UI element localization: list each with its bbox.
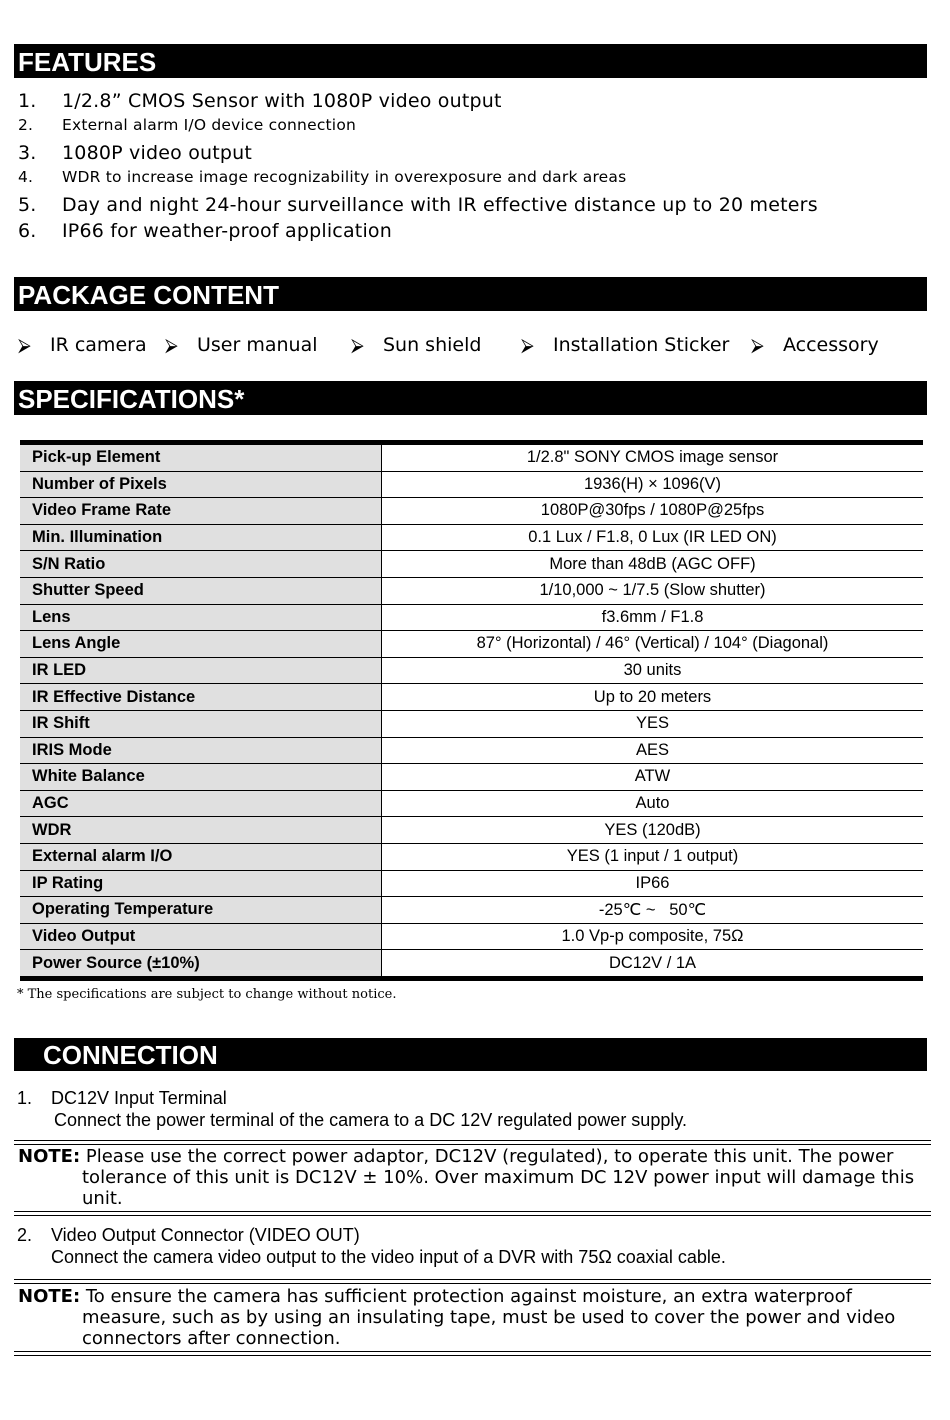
connection-item: 2. Video Output Connector (VIDEO OUT) Connect the camera video output to the video input of a DVR with 75Ω coaxial cable.	[17, 1225, 726, 1267]
table-row: AGC Auto	[20, 790, 923, 817]
table-row: IRIS Mode AES	[20, 737, 923, 764]
package-item: ⮚ Installation Sticker	[521, 334, 730, 356]
divider	[14, 1351, 931, 1356]
table-row: Number of Pixels 1936(H) × 1096(V)	[20, 471, 923, 498]
arrow-bullet-icon: ⮚	[751, 335, 764, 356]
note-block: NOTE: Please use the correct power adaptor, DC12V (regulated), to operate this unit. The power tolerance of this unit is DC12V ± 10%. Over maximum DC 12V power input will damage this unit.	[18, 1146, 915, 1209]
note-block: NOTE: To ensure the camera has sufficient protection against moisture, an extra waterproof measure, such as by using an insulating tape, must be used to cover the power and video connectors after connection.	[18, 1286, 896, 1349]
features-title: FEATURES	[18, 47, 157, 77]
table-row: IR LED 30 units	[20, 657, 923, 684]
specifications-title: SPECIFICATIONS*	[18, 384, 245, 414]
features-list	[18, 90, 818, 246]
arrow-bullet-icon: ⮚	[521, 335, 534, 356]
divider	[14, 1140, 931, 1145]
divider	[14, 1279, 931, 1284]
table-row: Lens f3.6mm / F1.8	[20, 604, 923, 631]
feature-item: 2. External alarm I/O device connection	[18, 116, 357, 134]
note-label: NOTE:	[18, 1146, 81, 1167]
connection-item-title: DC12V Input Terminal	[51, 1088, 227, 1108]
divider	[14, 1211, 931, 1216]
arrow-bullet-icon: ⮚	[351, 335, 364, 356]
table-row: Min. Illumination 0.1 Lux / F1.8, 0 Lux (IR LED ON)	[20, 524, 923, 551]
table-row: Pick-up Element 1/2.8" SONY CMOS image sensor	[20, 443, 923, 472]
connection-item-desc: Connect the camera video output to the video input of a DVR with 75Ω coaxial cable.	[51, 1247, 726, 1267]
features-heading	[14, 44, 927, 78]
connection-title: CONNECTION	[43, 1040, 218, 1070]
package-item: ⮚ Sun shield	[351, 334, 482, 356]
feature-item: 5. Day and night 24-hour surveillance with IR effective distance up to 20 meters	[18, 194, 818, 216]
package-item: ⮚ Accessory	[751, 334, 879, 356]
feature-item: 4. WDR to increase image recognizability in overexposure and dark areas	[18, 168, 627, 186]
note-label: NOTE:	[18, 1286, 81, 1307]
table-row: Operating Temperature -25℃ ~ 50℃	[20, 897, 923, 924]
specifications-footnote: * The specifications are subject to change without notice.	[17, 987, 397, 1002]
arrow-bullet-icon: ⮚	[18, 335, 31, 356]
table-row: Shutter Speed 1/10,000 ~ 1/7.5 (Slow shutter)	[20, 577, 923, 604]
package-item: ⮚ User manual	[165, 334, 318, 356]
package-heading	[14, 277, 927, 311]
table-row: S/N Ratio More than 48dB (AGC OFF)	[20, 551, 923, 578]
connection-item-desc: Connect the power terminal of the camera to a DC 12V regulated power supply.	[54, 1110, 688, 1130]
package-item: ⮚ IR camera	[18, 334, 147, 356]
table-row: IP Rating IP66	[20, 870, 923, 897]
feature-item: 3. 1080P video output	[18, 142, 253, 164]
table-row: Power Source (±10%) DC12V / 1A	[20, 950, 923, 979]
specifications-heading	[14, 381, 927, 415]
feature-item: 6. IP66 for weather-proof application	[18, 220, 392, 242]
specifications-table	[20, 440, 923, 981]
table-row: External alarm I/O YES (1 input / 1 output)	[20, 843, 923, 870]
table-row: Lens Angle 87° (Horizontal) / 46° (Vertical) / 104° (Diagonal)	[20, 631, 923, 658]
arrow-bullet-icon: ⮚	[165, 335, 178, 356]
table-row: IR Shift YES	[20, 710, 923, 737]
table-row: Video Frame Rate 1080P@30fps / 1080P@25fps	[20, 498, 923, 525]
connection-heading	[14, 1038, 927, 1071]
connection-item-title: Video Output Connector (VIDEO OUT)	[51, 1225, 360, 1245]
table-row: IR Effective Distance Up to 20 meters	[20, 684, 923, 711]
package-title: PACKAGE CONTENT	[18, 280, 279, 310]
table-row: White Balance ATW	[20, 764, 923, 791]
table-row: Video Output 1.0 Vp-p composite, 75Ω	[20, 923, 923, 950]
connection-item: 1. DC12V Input Terminal Connect the power terminal of the camera to a DC 12V regulated power supply.	[17, 1088, 688, 1130]
feature-item: 1. 1/2.8” CMOS Sensor with 1080P video output	[18, 90, 502, 112]
table-row: WDR YES (120dB)	[20, 817, 923, 844]
